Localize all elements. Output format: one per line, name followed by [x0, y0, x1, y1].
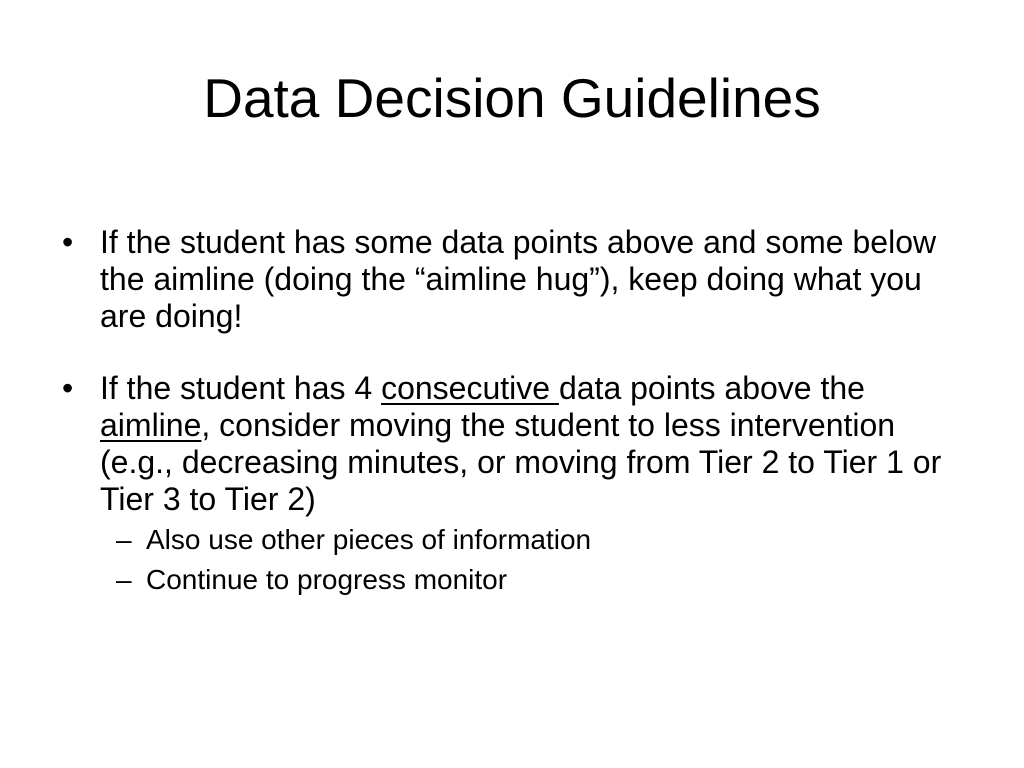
sub-bullet-other-information: [62, 524, 962, 556]
underlined-term-aimline: aimline: [100, 407, 202, 443]
bullet-marker: •: [62, 224, 74, 260]
bullet-marker: •: [62, 370, 74, 406]
bullet-text-part: If the student has 4: [100, 370, 382, 406]
sub-bullet-text: Continue to progress monitor: [146, 564, 508, 595]
slide-body: [62, 224, 962, 596]
bullet-text-part: , consider moving the student to less intervention (e.g., decreasing minutes, or moving from Tier 2 to Tier 1 or Tier 3 to Tier 2): [100, 407, 942, 517]
sub-bullet-progress-monitor: [62, 564, 962, 596]
bullet-consecutive-points: [62, 370, 962, 518]
bullet-aimline-hug: [62, 224, 962, 335]
underlined-term-consecutive: consecutive: [381, 370, 559, 406]
sub-bullet-text: Also use other pieces of information: [146, 524, 592, 555]
bullet-text: If the student has some data points above and some below the aimline (doing the “aimline hug”), keep doing what you are doing!: [100, 224, 937, 334]
sub-bullet-marker: –: [116, 564, 132, 595]
slide-title: Data Decision Guidelines: [203, 67, 821, 129]
bullet-text-part: data points above the: [558, 370, 865, 406]
sub-bullet-marker: –: [116, 524, 132, 555]
